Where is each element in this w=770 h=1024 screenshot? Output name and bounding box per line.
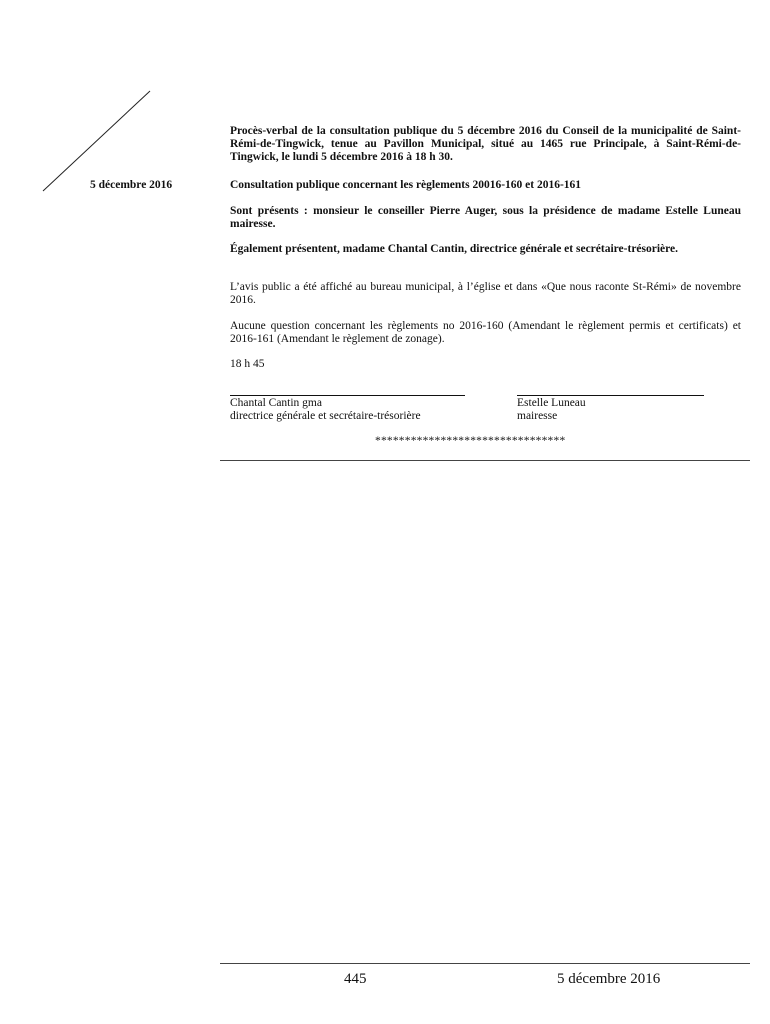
asterisk-separator: ********************************: [375, 435, 566, 447]
present-paragraph: Sont présents : monsieur le conseiller Pierre Auger, sous la présidence de madame Estelle Luneau mairesse.: [230, 205, 741, 230]
minutes-header-paragraph: Procès-verbal de la consultation publique du 5 décembre 2016 du Conseil de la municipalité de Saint-Rémi-de-Tingwick, tenue au Pavillon Municipal, situé au 1465 rue Principale, à Saint-Rémi-de-Tingwick, le lundi 5 décembre 2016 à 18 h 30.: [230, 125, 741, 163]
footer-page-number: 445: [344, 971, 367, 987]
right-signature-line: [517, 395, 704, 396]
right-signatory-title: mairesse: [517, 410, 558, 422]
left-signatory-title: directrice générale et secrétaire-trésorière: [230, 410, 421, 422]
public-notice-paragraph: L’avis public a été affiché au bureau municipal, à l’église et dans «Que nous raconte St-Rémi» de novembre 2016.: [230, 281, 741, 306]
consultation-subject: Consultation publique concernant les règlements 20016-160 et 2016-161: [230, 179, 582, 191]
footer-rule: [220, 963, 750, 964]
left-signature-line: [230, 395, 465, 396]
margin-date: 5 décembre 2016: [90, 179, 173, 191]
left-signatory-name: Chantal Cantin gma: [230, 397, 322, 409]
end-of-minutes-rule: [220, 460, 750, 461]
questions-paragraph: Aucune question concernant les règlements no 2016-160 (Amendant le règlement permis et certificats) et 2016-161 (Amendant le règlement de zonage).: [230, 320, 741, 345]
right-signatory-name: Estelle Luneau: [517, 397, 586, 409]
closing-time: 18 h 45: [230, 358, 265, 370]
footer-date: 5 décembre 2016: [557, 971, 661, 987]
also-present-paragraph: Également présentent, madame Chantal Cantin, directrice générale et secrétaire-trésorière.: [230, 243, 679, 255]
